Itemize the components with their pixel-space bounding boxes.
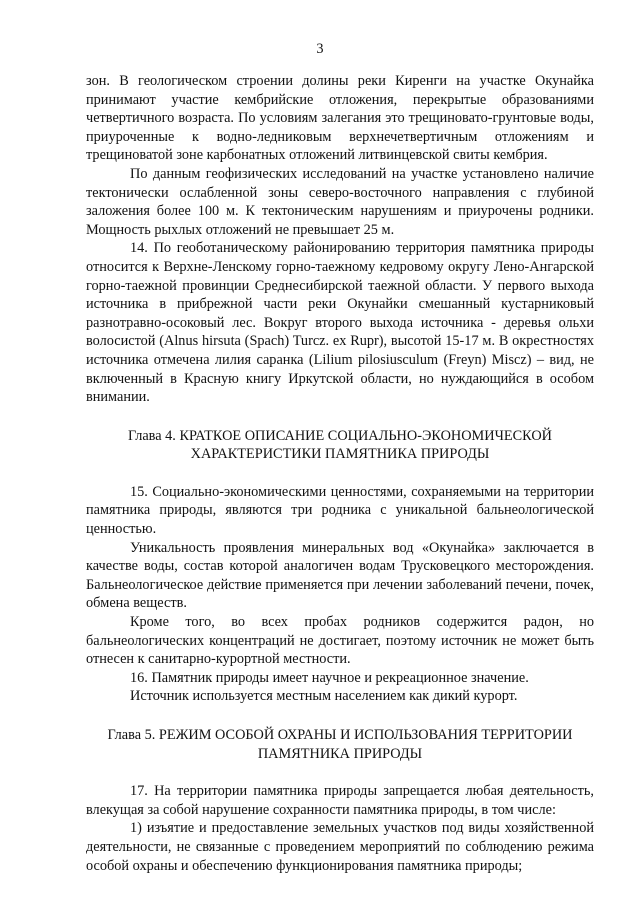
document-body [86,72,594,875]
list-item: 1) изъятие и предоставление земельных участков под виды хозяйственной деятельности, не связанные с проведением мероприятий по соблюдению режима особой охраны и обеспечению функционирования памятника природы; [86,820,594,874]
paragraph: По данным геофизических исследований на участке установлено наличие тектонически ослабленной зоны северо-восточного направления с глубиной заложения более 100 м. К тектоническим нарушениям и приурочены родники. Мощность рыхлых отложений не превышает 25 м. [86,165,594,238]
paragraph: 14. По геоботаническому районированию территория памятника природы относится к Верхне-Ленскому горно-таежному кедровому округу Лено-Ангарской горно-таежной провинции Среднесибирской таежной области. У первого выхода источника в прибрежной части реки Окунайки смешанный кустарниковый разнотравно-осоковый лес. Вокруг второго выхода источника - деревья ольхи волосистой (Alnus hirsuta (Spach) Turcz. ex Rupr), высотой 15-17 м. В окрестностях источника отмечена лилия саранка (Lilium pilosiusculum (Freyn) Miscz) – вид, не включенный в Красную книгу Иркутской области, но нуждающийся в особом внимании. [86,240,594,406]
paragraph: 16. Памятник природы имеет научное и рекреационное значение. [130,669,529,686]
paragraph: 15. Социально-экономическими ценностями, сохраняемыми на территории памятника природы, являются три родника с уникальной бальнеологической ценностью. [86,483,594,538]
chapter-heading-line: ХАРАКТЕРИСТИКИ ПАМЯТНИКА ПРИРОДЫ [190,446,490,463]
paragraph: Уникальность проявления минеральных вод «Окунайка» заключается в качестве воды, состав которой аналогичен водам Трусковецкого месторождения. Бальнеологическое действие применяется при лечении заболеваний печени, почек, обмена веществ. [86,539,594,612]
chapter-heading-line: ПАМЯТНИКА ПРИРОДЫ [257,745,423,762]
paragraph: Источник используется местным населением как дикий курорт. [130,688,518,705]
paragraph: 17. На территории памятника природы запрещается любая деятельность, влекущая за собой нарушение сохранности памятника природы, в том числе: [86,783,594,818]
page-number: 3 [316,41,324,57]
chapter-4-heading [86,427,594,464]
chapter-heading-line: Глава 4. КРАТКОЕ ОПИСАНИЕ СОЦИАЛЬНО-ЭКОНОМИЧЕСКОЙ [128,427,552,444]
chapter-heading-line: Глава 5. РЕЖИМ ОСОБОЙ ОХРАНЫ И ИСПОЛЬЗОВАНИЯ ТЕРРИТОРИИ [107,727,573,743]
paragraph: зон. В геологическом строении долины реки Киренги на участке Окунайка принимают участие кембрийские отложения, перекрытые образованиями четвертичного возраста. По условиям залегания это трещиновато-грунтовые воды, приуроченные к водно-ледниковым верхнечетвертичным отложениям и трещиноватой зоне карбонатных отложений литвинцевской свиты кембрия. [86,73,594,164]
chapter-5-heading [86,726,594,763]
paragraph: Кроме того, во всех пробах родников содержится радон, но бальнеологических концентраций не достигает, поэтому источник не может быть отнесен к санитарно-курортной местности. [86,614,594,668]
